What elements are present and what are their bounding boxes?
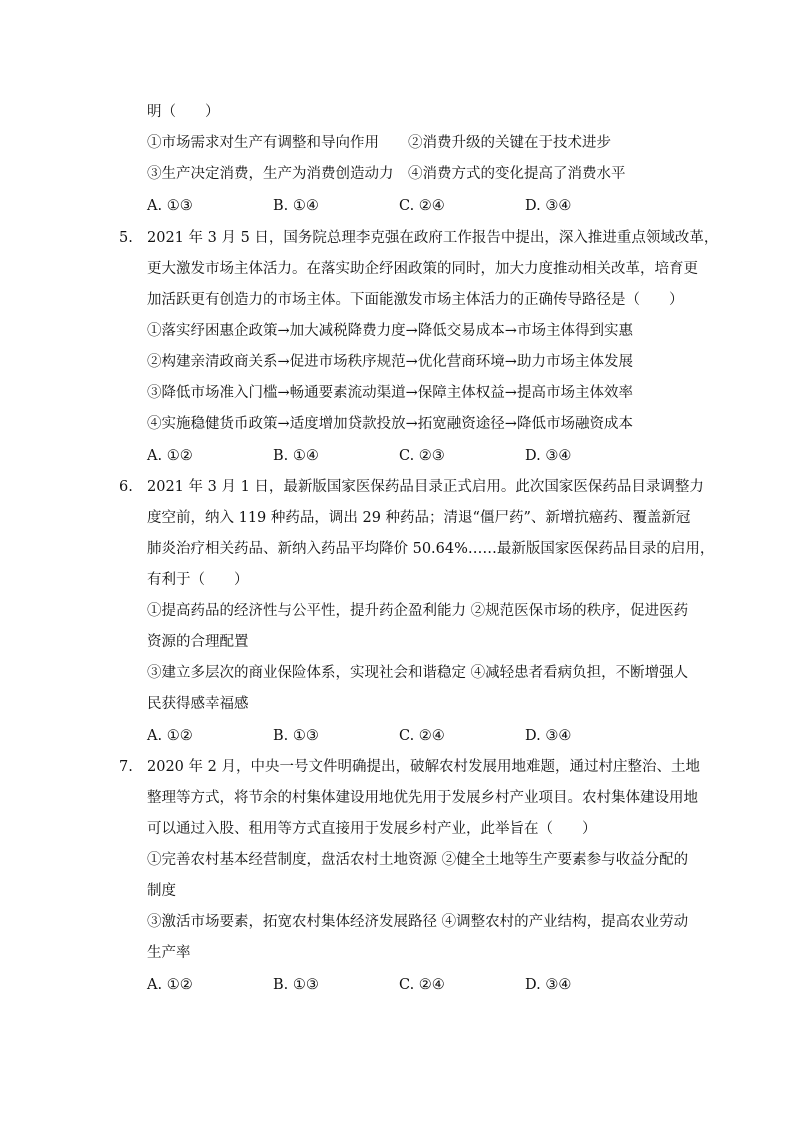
question-6-choice: ①提高药品的经济性与公平性，提升药企盈利能力 ②规范医保市场的秩序，促进医药 <box>147 603 689 619</box>
question-6-line: 2021 年 3 月 1 日，最新版国家医保药品目录正式启用。此次国家医保药品目录调整力 <box>147 479 704 495</box>
question-7-options <box>147 975 677 995</box>
option-c: C. ②④ <box>399 198 445 214</box>
question-7-number: 7. <box>119 759 133 775</box>
option-b: B. ①③ <box>273 977 319 993</box>
question-5-choice: ①落实纾困惠企政策→加大减税降费力度→降低交易成本→市场主体得到实惠 <box>147 323 633 339</box>
question-6-line: 度空前，纳入 119 种药品，调出 29 种药品；清退“僵尸药”、新增抗癌药、覆盖新冠 <box>147 510 691 526</box>
question-6-number: 6. <box>119 479 133 495</box>
question-5-options <box>147 446 677 466</box>
question-5-choice: ③降低市场准入门槛→畅通要素流动渠道→保障主体权益→提高市场主体效率 <box>147 385 633 401</box>
option-c: C. ②③ <box>399 448 445 464</box>
question-7-choice: 生产率 <box>147 945 191 961</box>
option-d: D. ③④ <box>525 198 572 214</box>
option-d: D. ③④ <box>525 977 572 993</box>
question-5-choice: ④实施稳健货币政策→适度增加贷款投放→拓宽融资途径→降低市场融资成本 <box>147 416 633 432</box>
question-6-choice: 资源的合理配置 <box>147 634 249 650</box>
question-5-line: 2021 年 3 月 5 日，国务院总理李克强在政府工作报告中提出，深入推进重点领域改革， <box>147 230 719 246</box>
question-5-line: 加活跃更有创造力的市场主体。下面能激发市场主体活力的正确传导路径是（ ） <box>147 292 684 308</box>
option-d: D. ③④ <box>525 728 572 744</box>
question-6-options <box>147 726 677 746</box>
question-6-line: 肺炎治疗相关药品、新纳入药品平均降价 50.64%……最新版国家医保药品目录的启用， <box>147 541 715 557</box>
question-6-line: 有利于（ ） <box>147 572 249 588</box>
option-a: A. ①② <box>147 728 193 744</box>
intro-line-1: 明（ ） <box>147 104 220 120</box>
question-7-choice: 制度 <box>147 883 176 899</box>
question-6-choice: ③建立多层次的商业保险体系，实现社会和谐稳定 ④减轻患者看病负担，不断增强人 <box>147 665 689 681</box>
question-7-line: 可以通过入股、租用等方式直接用于发展乡村产业，此举旨在（ ） <box>147 821 597 837</box>
option-c: C. ②④ <box>399 977 445 993</box>
question-7-choice: ①完善农村基本经营制度，盘活农村土地资源 ②健全土地等生产要素参与收益分配的 <box>147 852 689 868</box>
question-7-line: 整理等方式，将节余的村集体建设用地优先用于发展乡村产业项目。农村集体建设用地 <box>147 790 698 806</box>
question-5-choice: ②构建亲清政商关系→促进市场秩序规范→优化营商环境→助力市场主体发展 <box>147 354 633 370</box>
option-c: C. ②④ <box>399 728 445 744</box>
option-a: A. ①② <box>147 977 193 993</box>
option-b: B. ①③ <box>273 728 319 744</box>
option-b: B. ①④ <box>273 198 319 214</box>
question-7-choice: ③激活市场要素，拓宽农村集体经济发展路径 ④调整农村的产业结构，提高农业劳动 <box>147 914 689 930</box>
option-a: A. ①② <box>147 448 193 464</box>
option-a: A. ①③ <box>147 198 193 214</box>
question-5-line: 更大激发市场主体活力。在落实助企纾困政策的同时，加大力度推动相关改革，培育更 <box>147 261 698 277</box>
option-d: D. ③④ <box>525 448 572 464</box>
intro-line-2: ①市场需求对生产有调整和导向作用 ②消费升级的关键在于技术进步 <box>147 135 611 151</box>
intro-line-3: ③生产决定消费，生产为消费创造动力 ④消费方式的变化提高了消费水平 <box>147 166 626 182</box>
option-b: B. ①④ <box>273 448 319 464</box>
question-6-choice: 民获得感幸福感 <box>147 696 249 712</box>
intro-options <box>147 196 677 216</box>
question-7-line: 2020 年 2 月，中央一号文件明确提出，破解农村发展用地难题，通过村庄整治、土地 <box>147 759 700 775</box>
question-5-number: 5. <box>119 230 133 246</box>
